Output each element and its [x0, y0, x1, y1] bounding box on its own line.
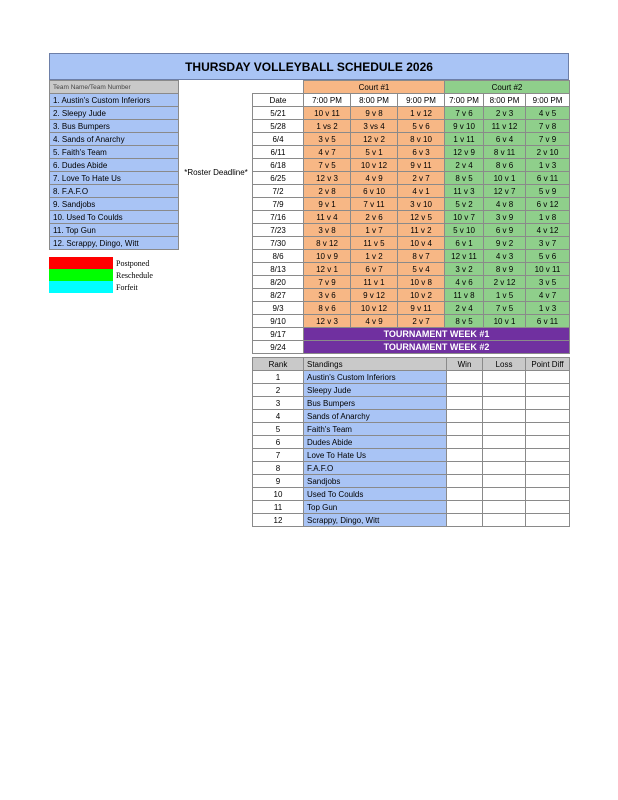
court-2-matchup: 5 v 9 [526, 185, 570, 198]
roster-deadline-note: *Roster Deadline* [184, 168, 248, 177]
court-1-matchup: 9 v 11 [398, 159, 445, 172]
court-1-matchup: 1 v 12 [398, 107, 445, 120]
win-cell [447, 436, 483, 449]
court-1-matchup: 1 v 2 [351, 250, 398, 263]
loss-cell [483, 501, 526, 514]
court-1-matchup: 7 v 5 [304, 159, 351, 172]
standings-row [253, 514, 570, 527]
court-1-matchup: 4 v 9 [351, 172, 398, 185]
court-2-matchup: 4 v 6 [445, 276, 484, 289]
team-name: 12. Scrappy, Dingo, Witt [50, 237, 179, 250]
standings-row [253, 501, 570, 514]
rank-cell: 9 [253, 475, 304, 488]
standings-team: Used To Coulds [304, 488, 447, 501]
point-diff-cell [526, 397, 570, 410]
game-date: 6/4 [253, 133, 304, 146]
court-2-matchup: 7 v 5 [484, 302, 526, 315]
game-date: 7/16 [253, 211, 304, 224]
loss-cell [483, 384, 526, 397]
standings-row [253, 410, 570, 423]
court-2-matchup: 1 v 8 [526, 211, 570, 224]
schedule-row [253, 133, 570, 146]
win-cell [447, 475, 483, 488]
court-1-matchup: 5 v 4 [398, 263, 445, 276]
court-2-matchup: 8 v 5 [445, 172, 484, 185]
team-list-header: Team Name/Team Number [50, 81, 179, 94]
game-date: 6/18 [253, 159, 304, 172]
court-1-matchup: 11 v 4 [304, 211, 351, 224]
tournament-date: 9/24 [253, 341, 304, 354]
court-1-matchup: 10 v 11 [304, 107, 351, 120]
court-1-matchup: 6 v 10 [351, 185, 398, 198]
team-row [50, 159, 179, 172]
team-row [50, 211, 179, 224]
rank-cell: 10 [253, 488, 304, 501]
court-2-matchup: 5 v 2 [445, 198, 484, 211]
team-name: 3. Bus Bumpers [50, 120, 179, 133]
rank-cell: 3 [253, 397, 304, 410]
court-2-matchup: 7 v 9 [526, 133, 570, 146]
court-1-matchup: 2 v 6 [351, 211, 398, 224]
team-row [50, 237, 179, 250]
court-2-matchup: 6 v 1 [445, 237, 484, 250]
court-2-matchup: 6 v 12 [526, 198, 570, 211]
schedule-row [253, 250, 570, 263]
court-1-matchup: 10 v 12 [351, 159, 398, 172]
standings-team: Sands of Anarchy [304, 410, 447, 423]
court-2-matchup: 2 v 10 [526, 146, 570, 159]
court-2-matchup: 7 v 8 [526, 120, 570, 133]
standings-column-header: Rank [253, 358, 304, 371]
court-1-matchup: 7 v 11 [351, 198, 398, 211]
point-diff-cell [526, 462, 570, 475]
standings-team: Sandjobs [304, 475, 447, 488]
schedule-row [253, 120, 570, 133]
court-2-matchup: 1 v 11 [445, 133, 484, 146]
standings-team: Scrappy, Dingo, Witt [304, 514, 447, 527]
court-2-matchup: 12 v 9 [445, 146, 484, 159]
court-1-matchup: 4 v 7 [304, 146, 351, 159]
schedule-row [253, 315, 570, 328]
time-header: 9:00 PM [398, 94, 445, 107]
team-row [50, 198, 179, 211]
legend-swatch [49, 281, 113, 293]
tournament-label: TOURNAMENT WEEK #2 [304, 341, 570, 354]
schedule-row [253, 224, 570, 237]
time-header: 7:00 PM [445, 94, 484, 107]
court-1-matchup: 12 v 5 [398, 211, 445, 224]
rank-cell: 2 [253, 384, 304, 397]
loss-cell [483, 449, 526, 462]
team-row [50, 146, 179, 159]
court-1-matchup: 5 v 1 [351, 146, 398, 159]
court-2-matchup: 11 v 3 [445, 185, 484, 198]
court-2-matchup: 12 v 7 [484, 185, 526, 198]
standings-row [253, 436, 570, 449]
court-1-matchup: 12 v 3 [304, 315, 351, 328]
court-2-matchup: 4 v 3 [484, 250, 526, 263]
court-1-matchup: 8 v 10 [398, 133, 445, 146]
game-date: 8/6 [253, 250, 304, 263]
standings-row [253, 423, 570, 436]
court-1-matchup: 6 v 3 [398, 146, 445, 159]
blank-cell [253, 81, 304, 94]
court-2-matchup: 4 v 12 [526, 224, 570, 237]
court-2-matchup: 8 v 9 [484, 263, 526, 276]
point-diff-cell [526, 371, 570, 384]
court-1-matchup: 6 v 7 [351, 263, 398, 276]
win-cell [447, 514, 483, 527]
game-date: 7/23 [253, 224, 304, 237]
court-2-matchup: 4 v 8 [484, 198, 526, 211]
loss-cell [483, 462, 526, 475]
legend-swatch [49, 257, 113, 269]
legend [49, 257, 153, 293]
rank-cell: 11 [253, 501, 304, 514]
team-name: 11. Top Gun [50, 224, 179, 237]
court-1-matchup: 10 v 9 [304, 250, 351, 263]
court-2-matchup: 10 v 1 [484, 315, 526, 328]
point-diff-cell [526, 488, 570, 501]
court-1-matchup: 2 v 7 [398, 315, 445, 328]
point-diff-cell [526, 514, 570, 527]
standings-column-header: Win [447, 358, 483, 371]
point-diff-cell [526, 410, 570, 423]
court-2-matchup: 8 v 6 [484, 159, 526, 172]
court-2-matchup: 11 v 8 [445, 289, 484, 302]
win-cell [447, 397, 483, 410]
court-1-matchup: 12 v 3 [304, 172, 351, 185]
standings-row [253, 475, 570, 488]
standings-row [253, 462, 570, 475]
team-row [50, 185, 179, 198]
court-1-matchup: 1 v 7 [351, 224, 398, 237]
court-1-matchup: 9 v 8 [351, 107, 398, 120]
team-name: 6. Dudes Abide [50, 159, 179, 172]
standings-team: Faith's Team [304, 423, 447, 436]
game-date: 9/3 [253, 302, 304, 315]
standings-team: Dudes Abide [304, 436, 447, 449]
time-header: 7:00 PM [304, 94, 351, 107]
court-2-matchup: 6 v 4 [484, 133, 526, 146]
court-2-matchup: 10 v 11 [526, 263, 570, 276]
loss-cell [483, 514, 526, 527]
schedule-row [253, 237, 570, 250]
time-header: 9:00 PM [526, 94, 570, 107]
win-cell [447, 423, 483, 436]
team-name: 1. Austin's Custom Inferiors [50, 94, 179, 107]
court-2-matchup: 3 v 9 [484, 211, 526, 224]
standings-row [253, 371, 570, 384]
team-row [50, 120, 179, 133]
game-date: 8/20 [253, 276, 304, 289]
game-date: 7/2 [253, 185, 304, 198]
schedule-row [253, 159, 570, 172]
court-2-matchup: 1 v 5 [484, 289, 526, 302]
time-header: 8:00 PM [484, 94, 526, 107]
legend-swatch [49, 269, 113, 281]
rank-cell: 6 [253, 436, 304, 449]
court-1-matchup: 3 v 10 [398, 198, 445, 211]
standings-team: F.A.F.O [304, 462, 447, 475]
loss-cell [483, 436, 526, 449]
team-row [50, 107, 179, 120]
standings-team: Bus Bumpers [304, 397, 447, 410]
court-2-matchup: 8 v 5 [445, 315, 484, 328]
game-date: 6/11 [253, 146, 304, 159]
court-2-matchup: 4 v 7 [526, 289, 570, 302]
team-name: 10. Used To Coulds [50, 211, 179, 224]
loss-cell [483, 475, 526, 488]
court-1-matchup: 8 v 12 [304, 237, 351, 250]
team-name: 7. Love To Hate Us [50, 172, 179, 185]
point-diff-cell [526, 384, 570, 397]
court-2-matchup: 9 v 10 [445, 120, 484, 133]
schedule-row [253, 185, 570, 198]
court-1-matchup: 2 v 7 [398, 172, 445, 185]
court-2-matchup: 2 v 4 [445, 159, 484, 172]
court-1-matchup: 8 v 7 [398, 250, 445, 263]
loss-cell [483, 371, 526, 384]
court-2-matchup: 9 v 2 [484, 237, 526, 250]
rank-cell: 1 [253, 371, 304, 384]
win-cell [447, 488, 483, 501]
court-1-matchup: 2 v 8 [304, 185, 351, 198]
team-name: 2. Sleepy Jude [50, 107, 179, 120]
win-cell [447, 501, 483, 514]
court-1-matchup: 10 v 2 [398, 289, 445, 302]
win-cell [447, 410, 483, 423]
team-row [50, 94, 179, 107]
court-1-matchup: 10 v 4 [398, 237, 445, 250]
court-2-matchup: 6 v 11 [526, 315, 570, 328]
game-date: 5/28 [253, 120, 304, 133]
schedule-row [253, 146, 570, 159]
court-2-matchup: 1 v 3 [526, 159, 570, 172]
standings-column-header: Standings [304, 358, 447, 371]
court-2-matchup: 6 v 11 [526, 172, 570, 185]
date-header: Date [253, 94, 304, 107]
court-1-matchup: 10 v 12 [351, 302, 398, 315]
court-2-matchup: 2 v 12 [484, 276, 526, 289]
game-date: 8/13 [253, 263, 304, 276]
court-1-matchup: 7 v 9 [304, 276, 351, 289]
court-2-matchup: 3 v 2 [445, 263, 484, 276]
standings-team: Austin's Custom Inferiors [304, 371, 447, 384]
court-2-matchup: 10 v 7 [445, 211, 484, 224]
team-list [49, 80, 179, 250]
team-name: 5. Faith's Team [50, 146, 179, 159]
tournament-label: TOURNAMENT WEEK #1 [304, 328, 570, 341]
court-2-header: Court #2 [445, 81, 570, 94]
legend-label: Reschedule [116, 270, 153, 280]
team-row [50, 133, 179, 146]
game-date: 5/21 [253, 107, 304, 120]
court-1-matchup: 3 v 8 [304, 224, 351, 237]
court-1-matchup: 11 v 1 [351, 276, 398, 289]
tournament-date: 9/17 [253, 328, 304, 341]
schedule-row [253, 172, 570, 185]
game-date: 8/27 [253, 289, 304, 302]
court-1-matchup: 5 v 6 [398, 120, 445, 133]
court-1-matchup: 9 v 11 [398, 302, 445, 315]
point-diff-cell [526, 423, 570, 436]
loss-cell [483, 410, 526, 423]
point-diff-cell [526, 436, 570, 449]
schedule-row [253, 289, 570, 302]
legend-item [49, 281, 153, 293]
court-2-matchup: 7 v 6 [445, 107, 484, 120]
court-2-matchup: 12 v 11 [445, 250, 484, 263]
standings-column-header: Point Diff [526, 358, 570, 371]
court-1-matchup: 3 vs 4 [351, 120, 398, 133]
court-2-matchup: 2 v 3 [484, 107, 526, 120]
win-cell [447, 384, 483, 397]
point-diff-cell [526, 449, 570, 462]
game-date: 7/30 [253, 237, 304, 250]
court-1-matchup: 1 vs 2 [304, 120, 351, 133]
court-1-matchup: 9 v 12 [351, 289, 398, 302]
legend-label: Postponed [116, 258, 150, 268]
time-header: 8:00 PM [351, 94, 398, 107]
court-1-matchup: 12 v 2 [351, 133, 398, 146]
schedule-row [253, 107, 570, 120]
standings-row [253, 449, 570, 462]
court-1-matchup: 11 v 2 [398, 224, 445, 237]
win-cell [447, 371, 483, 384]
schedule-title: THURSDAY VOLLEYBALL SCHEDULE 2026 [49, 53, 569, 80]
game-date: 9/10 [253, 315, 304, 328]
game-date: 7/9 [253, 198, 304, 211]
standings-team: Top Gun [304, 501, 447, 514]
team-name: 9. Sandjobs [50, 198, 179, 211]
schedule-table [252, 80, 570, 354]
tournament-row [253, 328, 570, 341]
court-1-matchup: 12 v 1 [304, 263, 351, 276]
court-1-matchup: 9 v 1 [304, 198, 351, 211]
rank-cell: 7 [253, 449, 304, 462]
court-1-matchup: 10 v 8 [398, 276, 445, 289]
standings-team: Love To Hate Us [304, 449, 447, 462]
schedule-row [253, 198, 570, 211]
court-2-matchup: 10 v 1 [484, 172, 526, 185]
schedule-row [253, 211, 570, 224]
rank-cell: 12 [253, 514, 304, 527]
schedule-row [253, 263, 570, 276]
legend-label: Forfeit [116, 282, 138, 292]
point-diff-cell [526, 501, 570, 514]
court-1-matchup: 3 v 6 [304, 289, 351, 302]
court-1-matchup: 4 v 1 [398, 185, 445, 198]
standings-row [253, 384, 570, 397]
legend-item [49, 257, 153, 269]
court-1-matchup: 11 v 5 [351, 237, 398, 250]
court-2-matchup: 5 v 6 [526, 250, 570, 263]
team-name: 4. Sands of Anarchy [50, 133, 179, 146]
loss-cell [483, 397, 526, 410]
court-2-matchup: 4 v 5 [526, 107, 570, 120]
rank-cell: 5 [253, 423, 304, 436]
game-date: 6/25 [253, 172, 304, 185]
win-cell [447, 449, 483, 462]
schedule-row [253, 302, 570, 315]
rank-cell: 8 [253, 462, 304, 475]
tournament-row [253, 341, 570, 354]
court-2-matchup: 11 v 12 [484, 120, 526, 133]
court-2-matchup: 3 v 7 [526, 237, 570, 250]
standings-row [253, 488, 570, 501]
standings-column-header: Loss [483, 358, 526, 371]
court-2-matchup: 5 v 10 [445, 224, 484, 237]
court-1-matchup: 8 v 6 [304, 302, 351, 315]
legend-item [49, 269, 153, 281]
court-2-matchup: 3 v 5 [526, 276, 570, 289]
point-diff-cell [526, 475, 570, 488]
rank-cell: 4 [253, 410, 304, 423]
standings-table [252, 357, 570, 527]
team-row [50, 224, 179, 237]
court-2-matchup: 8 v 11 [484, 146, 526, 159]
court-2-matchup: 1 v 3 [526, 302, 570, 315]
loss-cell [483, 488, 526, 501]
court-1-matchup: 4 v 9 [351, 315, 398, 328]
loss-cell [483, 423, 526, 436]
standings-team: Sleepy Jude [304, 384, 447, 397]
schedule-row [253, 276, 570, 289]
court-1-matchup: 3 v 5 [304, 133, 351, 146]
team-row [50, 172, 179, 185]
team-name: 8. F.A.F.O [50, 185, 179, 198]
standings-row [253, 397, 570, 410]
win-cell [447, 462, 483, 475]
court-1-header: Court #1 [304, 81, 445, 94]
court-2-matchup: 2 v 4 [445, 302, 484, 315]
court-2-matchup: 6 v 9 [484, 224, 526, 237]
